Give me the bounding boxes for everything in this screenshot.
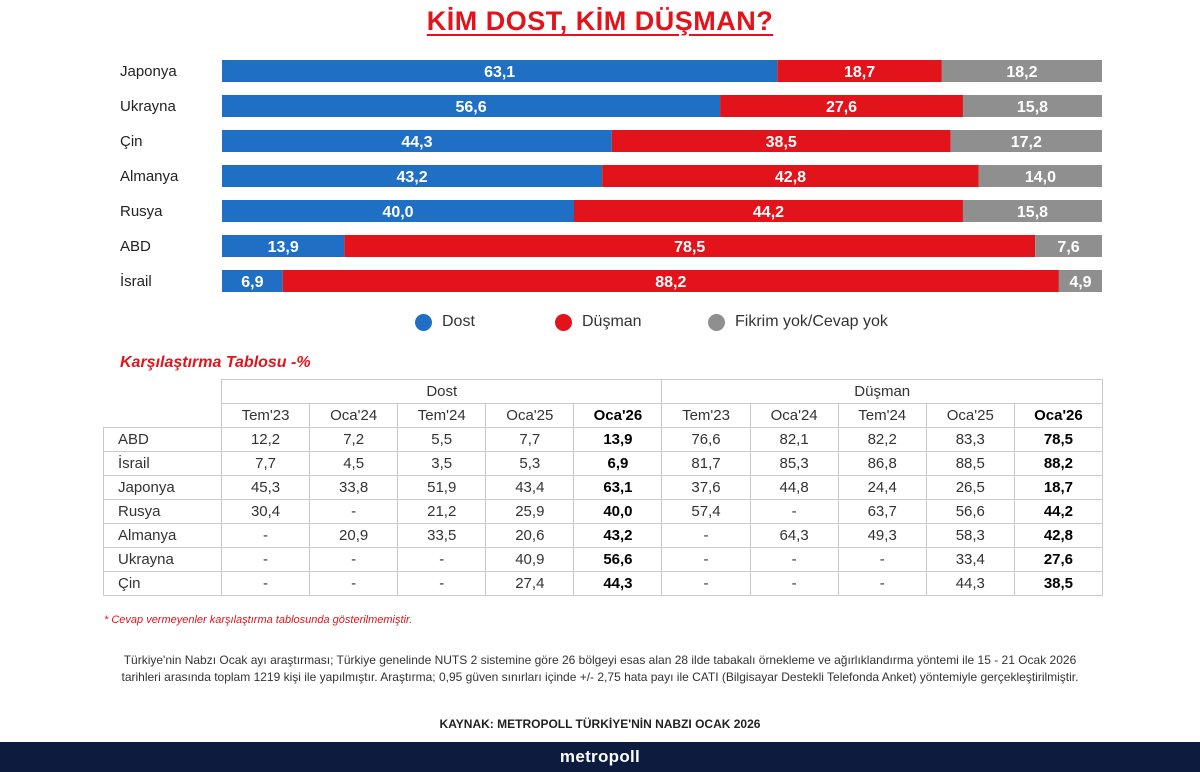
cell-dost: 13,9 xyxy=(574,428,662,452)
cell-dost: 3,5 xyxy=(398,452,486,476)
bar-value-label: 42,8 xyxy=(774,169,807,186)
cell-dusman: - xyxy=(750,500,838,524)
bar-value-label: 13,9 xyxy=(267,239,299,256)
cell-dost: 40,9 xyxy=(486,548,574,572)
table-row xyxy=(104,428,1103,452)
cell-dusman: - xyxy=(838,572,926,596)
cell-dost: - xyxy=(222,572,310,596)
cell-dost: 43,2 xyxy=(574,524,662,548)
period-header-dost-2: Oca'24 xyxy=(310,404,398,428)
cell-dost: 43,4 xyxy=(486,476,574,500)
period-header-dost-1: Tem'23 xyxy=(222,404,310,428)
period-header-dost-3: Tem'24 xyxy=(398,404,486,428)
cell-dost: 5,3 xyxy=(486,452,574,476)
category-label: Almanya xyxy=(120,168,179,185)
group-header-row xyxy=(104,380,1103,404)
bar-value-label: 4,9 xyxy=(1069,274,1092,291)
cell-dost: 7,2 xyxy=(310,428,398,452)
table-row xyxy=(104,476,1103,500)
category-label: Ukrayna xyxy=(120,98,176,115)
bar-value-label: 44,2 xyxy=(752,204,785,221)
cell-dusman: 44,2 xyxy=(1014,500,1102,524)
period-header-dusman-5: Oca'26 xyxy=(1014,404,1102,428)
metropoll-logo: metropoll xyxy=(559,747,641,766)
cell-dost: - xyxy=(310,548,398,572)
row-country: Çin xyxy=(104,572,222,596)
cell-dost: 33,8 xyxy=(310,476,398,500)
cell-dusman: 27,6 xyxy=(1014,548,1102,572)
footnote: * Cevap vermeyenler karşılaştırma tablosunda gösterilmemiştir. xyxy=(104,614,413,626)
period-header-dusman-1: Tem'23 xyxy=(662,404,750,428)
cell-dost: 20,6 xyxy=(486,524,574,548)
legend-label-dost: Dost xyxy=(442,313,475,330)
cell-dusman: - xyxy=(662,548,750,572)
bar-value-label: 56,6 xyxy=(455,99,487,116)
table-row xyxy=(104,452,1103,476)
cell-dusman: 26,5 xyxy=(926,476,1014,500)
cell-dost: 21,2 xyxy=(398,500,486,524)
bar-value-label: 18,2 xyxy=(1006,64,1038,81)
cell-dost: 6,9 xyxy=(574,452,662,476)
cell-dusman: 44,3 xyxy=(926,572,1014,596)
cell-dusman: 58,3 xyxy=(926,524,1014,548)
period-header-dusman-3: Tem'24 xyxy=(838,404,926,428)
legend-swatch-fikrim-yok xyxy=(708,314,725,331)
bar-value-label: 6,9 xyxy=(241,274,264,291)
cell-dost: 51,9 xyxy=(398,476,486,500)
legend-swatch-dusman xyxy=(555,314,572,331)
row-country: ABD xyxy=(104,428,222,452)
cell-dusman: 82,1 xyxy=(750,428,838,452)
category-label: ABD xyxy=(120,238,151,255)
legend xyxy=(0,313,1200,339)
bar-value-label: 40,0 xyxy=(382,204,414,221)
bar-value-label: 15,8 xyxy=(1016,99,1049,116)
cell-dusman: - xyxy=(662,524,750,548)
footer-bar xyxy=(0,742,1200,772)
table-corner xyxy=(104,380,222,404)
bar-value-label: 17,2 xyxy=(1010,134,1042,151)
bar-value-label: 63,1 xyxy=(484,64,516,81)
cell-dost: 45,3 xyxy=(222,476,310,500)
stacked-bar-chart xyxy=(100,52,1110,302)
cell-dost: 27,4 xyxy=(486,572,574,596)
legend-label-fikrim-yok: Fikrim yok/Cevap yok xyxy=(735,313,888,330)
category-label: Çin xyxy=(120,133,143,150)
cell-dost: 20,9 xyxy=(310,524,398,548)
cell-dost: 40,0 xyxy=(574,500,662,524)
cell-dusman: 63,7 xyxy=(838,500,926,524)
cell-dost: - xyxy=(398,572,486,596)
methodology-text: Türkiye'nin Nabzı Ocak ayı araştırması; Türkiye genelinde NUTS 2 sistemine göre 26 bölgeyi esas alan 28 ilde tabakalı örnekleme ve ağırlıklandırma yöntemi ile 15 - 21 Ocak 2026 tarihleri arasında toplam 1219 kişi ile yapılmıştır. Araştırma; 0,95 güven sınırları içinde +/- 2,75 hata payı ile CATI (Bilgisayar Destekli Telefonda Anket) yöntemiyle gerçekleştirilmiştir. xyxy=(121,653,1079,684)
cell-dusman: 83,3 xyxy=(926,428,1014,452)
period-header-dusman-2: Oca'24 xyxy=(750,404,838,428)
cell-dost: 25,9 xyxy=(486,500,574,524)
bar-value-label: 88,2 xyxy=(655,274,687,291)
cell-dusman: 64,3 xyxy=(750,524,838,548)
cell-dusman: 76,6 xyxy=(662,428,750,452)
cell-dost: - xyxy=(398,548,486,572)
cell-dost: - xyxy=(222,548,310,572)
comparison-table-body xyxy=(104,428,1103,596)
table-row xyxy=(104,548,1103,572)
bar-value-label: 18,7 xyxy=(843,64,876,81)
bar-value-label: 14,0 xyxy=(1024,169,1056,186)
cell-dusman: - xyxy=(838,548,926,572)
chart-title: KİM DOST, KİM DÜŞMAN? xyxy=(426,6,774,36)
bar-value-label: 43,2 xyxy=(396,169,428,186)
source-text: KAYNAK: METROPOLL TÜRKİYE'NİN NABZI OCAK 2026 xyxy=(439,717,761,731)
bar-value-label: 15,8 xyxy=(1016,204,1049,221)
cell-dost: - xyxy=(310,500,398,524)
bar-value-label: 7,6 xyxy=(1057,239,1080,256)
table-row xyxy=(104,500,1103,524)
cell-dusman: 56,6 xyxy=(926,500,1014,524)
cell-dusman: 86,8 xyxy=(838,452,926,476)
cell-dusman: 81,7 xyxy=(662,452,750,476)
comparison-title: Karşılaştırma Tablosu -% xyxy=(120,354,311,371)
row-country: Japonya xyxy=(104,476,222,500)
cell-dost: - xyxy=(310,572,398,596)
cell-dusman: 85,3 xyxy=(750,452,838,476)
group-header-dusman: Düşman xyxy=(662,380,1103,404)
cell-dusman: 33,4 xyxy=(926,548,1014,572)
legend-item-dost xyxy=(415,313,475,331)
category-label: Rusya xyxy=(120,203,163,220)
cell-dusman: - xyxy=(750,548,838,572)
row-country: Ukrayna xyxy=(104,548,222,572)
cell-dost: 44,3 xyxy=(574,572,662,596)
cell-dost: 5,5 xyxy=(398,428,486,452)
cell-dusman: 49,3 xyxy=(838,524,926,548)
cell-dusman: 18,7 xyxy=(1014,476,1102,500)
table-row xyxy=(104,572,1103,596)
cell-dusman: 82,2 xyxy=(838,428,926,452)
period-header-dusman-4: Oca'25 xyxy=(926,404,1014,428)
bar-value-label: 38,5 xyxy=(765,134,797,151)
legend-item-dusman xyxy=(555,313,642,331)
cell-dost: 7,7 xyxy=(486,428,574,452)
bar-value-label: 78,5 xyxy=(674,239,706,256)
cell-dusman: 78,5 xyxy=(1014,428,1102,452)
cell-dusman: 37,6 xyxy=(662,476,750,500)
cell-dusman: 44,8 xyxy=(750,476,838,500)
category-label: Japonya xyxy=(120,63,177,80)
cell-dost: 33,5 xyxy=(398,524,486,548)
row-country: Rusya xyxy=(104,500,222,524)
table-corner-2 xyxy=(104,404,222,428)
bar-value-label: 44,3 xyxy=(401,134,433,151)
cell-dusman: - xyxy=(662,572,750,596)
row-country: Almanya xyxy=(104,524,222,548)
period-header-row xyxy=(104,404,1103,428)
period-header-dost-5: Oca'26 xyxy=(574,404,662,428)
cell-dost: - xyxy=(222,524,310,548)
cell-dusman: - xyxy=(750,572,838,596)
cell-dusman: 88,2 xyxy=(1014,452,1102,476)
cell-dost: 4,5 xyxy=(310,452,398,476)
cell-dost: 7,7 xyxy=(222,452,310,476)
cell-dost: 56,6 xyxy=(574,548,662,572)
cell-dusman: 24,4 xyxy=(838,476,926,500)
period-header-dost-4: Oca'25 xyxy=(486,404,574,428)
legend-item-fikrim-yok xyxy=(708,313,888,331)
bar-value-label: 27,6 xyxy=(825,99,858,116)
row-country: İsrail xyxy=(104,452,222,476)
cell-dusman: 57,4 xyxy=(662,500,750,524)
cell-dusman: 38,5 xyxy=(1014,572,1102,596)
legend-swatch-dost xyxy=(415,314,432,331)
category-label: İsrail xyxy=(120,273,152,290)
group-header-dost: Dost xyxy=(222,380,662,404)
legend-label-dusman: Düşman xyxy=(582,313,642,330)
cell-dost: 63,1 xyxy=(574,476,662,500)
cell-dost: 30,4 xyxy=(222,500,310,524)
comparison-table xyxy=(103,379,1103,596)
cell-dusman: 42,8 xyxy=(1014,524,1102,548)
table-row xyxy=(104,524,1103,548)
cell-dusman: 88,5 xyxy=(926,452,1014,476)
cell-dost: 12,2 xyxy=(222,428,310,452)
